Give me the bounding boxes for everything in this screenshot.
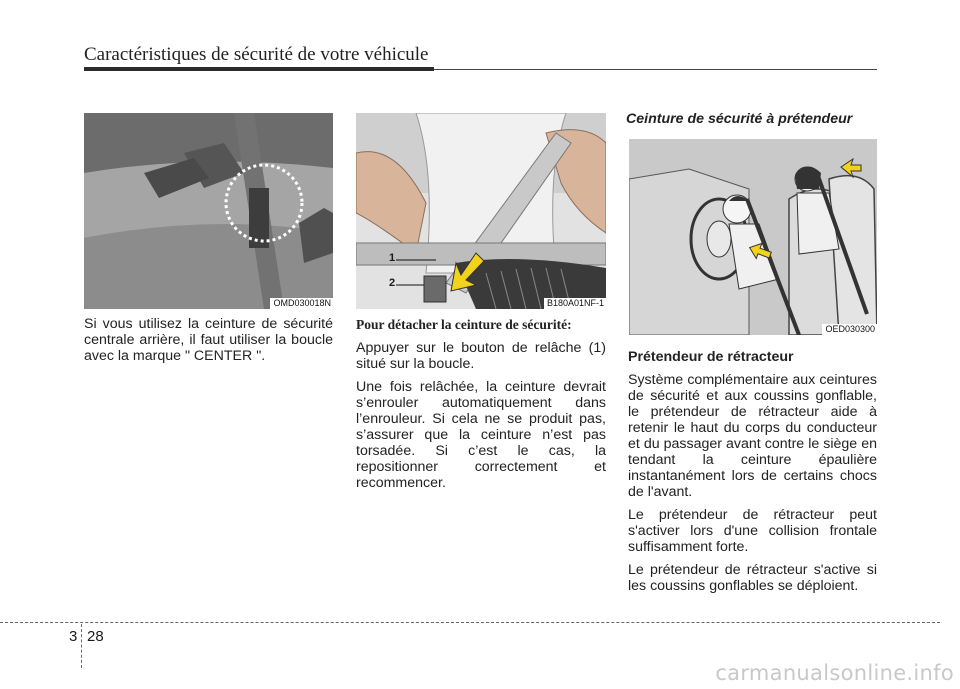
center-buckle-paragraph: Si vous utilisez la ceinture de sécurité centrale arrière, il faut utiliser la boucle avec la marque " CENTER ". <box>84 316 333 364</box>
header-rule <box>434 69 877 70</box>
header-bar <box>84 67 434 71</box>
figure-pretensioner <box>629 139 877 335</box>
figure-code: OED030300 <box>822 324 877 335</box>
pretensioner-subheading: Prétendeur de rétracteur <box>628 349 794 365</box>
page-header-title: Caractéristiques de sécurité de votre véhicule <box>84 44 429 65</box>
unbuckle-paragraph-1: Appuyer sur le bouton de relâche (1) situé sur la boucle. <box>356 340 606 372</box>
unbuckle-paragraph-2: Une fois relâchée, la ceinture devrait s’enrouler automatiquement dans l’enrouleur. Si cela ne se produit pas, s’assurer que la ceinture n’est pas torsadée. Si c’est le cas, la repositionner correctement et recommencer. <box>356 379 606 491</box>
callout-1: 1 <box>389 252 396 264</box>
unbuckle-heading: Pour détacher la ceinture de sécurité: <box>356 317 572 332</box>
page-number: 28 <box>87 628 104 645</box>
pretensioner-paragraph-3: Le prétendeur de rétracteur s'active si les coussins gonflables se déploient. <box>628 562 877 594</box>
column-1-text <box>84 316 333 371</box>
pretensioner-paragraph-1: Système complémentaire aux ceintures de sécurité et aux coussins gonflable, le prétendeur de rétracteur aide à retenir le haut du corps du conducteur et du passager avant contre le siège en tendant la ceinture épaulière instantanément lors de certains chocs de l'avant. <box>628 372 877 500</box>
section-title-pretensioner: Ceinture de sécurité à prétendeur <box>626 111 853 127</box>
watermark: carmanualsonline.info <box>715 661 954 685</box>
figure-unbuckle-belt <box>356 113 606 309</box>
column-2-text <box>356 317 606 498</box>
pretensioner-paragraph-2: Le prétendeur de rétracteur peut s'activer lors d'une collision frontale suffisamment forte. <box>628 507 877 555</box>
pretensioner-illustration <box>629 139 877 335</box>
column-3-text <box>628 349 877 601</box>
section-number: 3 <box>69 628 78 645</box>
rear-seat-photo <box>84 113 333 309</box>
figure-code: B180A01NF-1 <box>544 298 606 309</box>
callout-2: 2 <box>389 277 396 289</box>
footer-rule <box>0 622 940 623</box>
footer-divider <box>81 624 82 668</box>
figure-rear-center-buckle <box>84 113 333 309</box>
figure-code: OMD030018N <box>270 298 333 309</box>
